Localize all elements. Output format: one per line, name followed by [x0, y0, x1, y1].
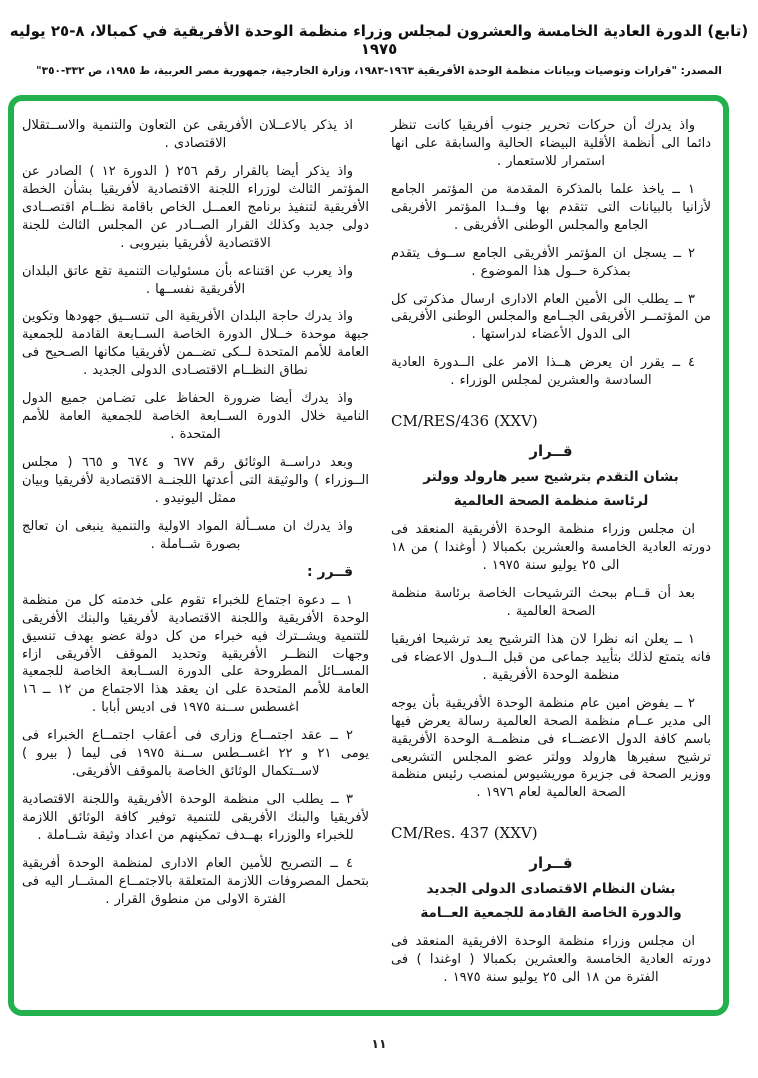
resolution-title: قــرار [529, 442, 573, 461]
document-header [0, 22, 758, 77]
decision-item: ٣ ــ يطلب الى منظمة الوحدة الأفريقية واللجنة الاقتصادية لأفريقيا والبنك الأفريقى للتنمية توفير كافة الوثائق اللازمة للخبراء والوزراء بهــدف تمكينهم من اعداد وثيقة شــاملة . [22, 792, 369, 843]
resolution-437-heading [391, 854, 711, 921]
paragraph: ان مجلس وزراء منظمة الوحدة الأفريقية المنعقد فى دورته العادية الخامسة والعشرين بكمبالا ( أوغندا ) من ١٨ الى ٢٥ يوليو سنة ١٩٧٥ . [391, 522, 711, 574]
paragraph: ٢ ــ يفوض امين عام منظمة الوحدة الأفريقية بأن يوجه الى مدير عــام منظمة الصحة العالمية رسالة يعرض فيها باسم كافة الدول الاعضــاء فى منظمــة الوحدة الأفريقية ترشيح سفيرها هارولد وولتر عضو المجلس التشريعى ووزير الصحة فى جزيرة موريشيوس لمنصب رئيس منظمة الصحة العالمية لعام ١٩٧٦ . [391, 695, 711, 801]
paragraph: اذ يذكر بالاعــلان الأفريقى عن التعاون والتنمية والاســتقلال الاقتصادى . [22, 118, 353, 151]
paragraph: واذ يذكر أيضا بالقرار رقم ٢٥٦ ( الدورة ١٢ ) الصادر عن المؤتمر الثالث لوزراء اللجنة الاقتصادية لأفريقيا بشأن الخطة الأفريقية لتنفيذ برنامج العمــل الخاص باقامة نظــام اقتصــادى دولى جديد وكذلك القرار الصــادر عن المجلس الثالث للجنة الاقتصادية لأفريقيا بنيروبى . [22, 163, 369, 251]
page-number: ١١ [371, 1036, 387, 1051]
paragraph: ٢ ــ يسجل ان المؤتمر الأفريقى الجامع ســوف يتقدم بمذكرة حــول هذا الموضوع . [391, 245, 695, 279]
paragraph: ٤ ــ يقرر ان يعرض هــذا الامر على الــدورة العادية السادسة والعشرين لمجلس الوزراء . [391, 355, 695, 389]
decision-item: ٢ ــ عقد اجتمــاع وزارى فى أعقاب اجتمــاع الخبراء فى يومى ٢١ و ٢٢ اغســطس ســنة ١٩٧٥ فى ليما ( بيرو ) لاســتكمال الوثائق الخاصة بالموقف الأفريقى. [22, 728, 369, 780]
resolution-subtitle: والدورة الخاصة القادمة للجمعية العــامة [420, 905, 682, 922]
column-right [391, 117, 711, 1000]
resolution-subtitle: لرئاسة منظمة الصحة العالمية [453, 493, 649, 510]
header-title: (تابع) الدورة العادية الخامسة والعشرون لمجلس وزراء منظمة الوحدة الأفريقية في كمبالا، ٨-٢٥ يوليه ١٩٧٥ [9, 22, 749, 58]
paragraph: واذ يدرك ان مســألة المواد الاولية والتنمية ينبغى ان تعالج بصورة شــاملة . [22, 518, 353, 552]
paragraph: وبعد دراســة الوثائق رقم ٦٧٧ و ٦٧٤ و ٦٦٥ ( مجلس الــوزراء ) والوثيقة التى أعدتها اللجنــة الاقتصادية لأفريقيا وبيان ممثل اليونيدو . [22, 455, 369, 506]
resolution-title: قــرار [529, 854, 573, 873]
decision-item: ١ ــ دعوة اجتماع للخبراء تقوم على خدمته كل من منظمة الوحدة الأفريقية واللجنة الاقتصادية لأفريقيا والبنك الأفريقى للتنمية ويشــترك فيه خبراء من كل دولة عضو بهدف تنسيق وجهات النظــر الأفريقية وتحديد الموقف الأفريقى ازاء المســائل المطروحة على الدورة الســابعة الخاصة للجمعية العامة للأمم المتحدة على ان يعقد هذا الاجتماع من ١٢ ــ ١٦ اغسطس ســنة ١٩٧٥ فى اديس أبابا . [22, 592, 369, 716]
resolution-436-heading [391, 442, 711, 509]
decision-item: ٤ ــ التصريح للأمين العام الادارى لمنظمة الوحدة أفريقية بتحمل المصروفات اللازمة المتعلقة بالاجتمــاع المشــار اليه فى الفترة الاولى من منطوق القرار . [22, 855, 369, 907]
paragraph: واذ يعرب عن اقتناعه بأن مسئوليات التنمية تقع عاتق البلدان الأفريقية نفســها . [22, 263, 353, 297]
column-left [22, 117, 369, 1000]
paragraph: واذ يدرك حاجة البلدان الأفريقية الى تنســيق جهودها وتكوين جبهة موحدة خــلال الدورة الخاصة الســابعة القادمة للجمعية العامة للأمم المتحدة لــكى تضــمن لأفريقيا مكانها الصـحيح فى نطاق النظــام الاقتصـادى الدولى الجديد . [22, 309, 369, 379]
header-source: المصدر: "قرارات وتوصيات وبيانات منظمة الوحدة الأفريقية ١٩٦٣-١٩٨٣، وزارة الخارجية، جمهورية مصر العربية، ط ١٩٨٥، ص ٣٣٢-٣٥٠" [36, 65, 722, 77]
paragraph: واذ يدرك أيضا ضرورة الحفاظ على تضـامن جميع الدول النامية خلال الدورة الســابعة الخاصة للجمعية العامة للأمم المتحدة . [22, 391, 369, 443]
paragraph: ٣ ــ يطلب الى الأمين العام الادارى ارسال مذكرتى كل من المؤتمــر الأفريقى الجــامع والمجلس الوطنى الأفريقى الى الدول الأعضاء لدراستها . [391, 291, 711, 343]
resolution-subtitle: بشان النظام الاقتصادى الدولى الجديد [426, 881, 676, 898]
paragraph: ١ ــ ياخذ علما بالمذكرة المقدمة من المؤتمر الجامع لأزانيا بالبيانات التى تتقدم بها وفــدا المؤتمر الأفريقى الجامع والمجلس الوطنى الأفريقى . [391, 181, 711, 233]
paragraph: ١ ــ يعلن انه نظرا لان هذا الترشيح يعد ترشيحا افريقيا فانه يتمتع لذلك بتأييد جماعى من قبل الــدول الاعضاء فى منظمة الوحدة الأفريقية . [391, 631, 711, 683]
resolution-437-label: CM/Res. 437 (XXV) [391, 824, 538, 843]
content-frame [8, 95, 729, 1016]
paragraph: ان مجلس وزراء منظمة الوحدة الافريقية المنعقد فى دورته العادية الخامسة والعشرين بكمبالا ( اوغندا ) فى الفترة من ١٨ الى ٢٥ يوليو سنة ١٩٧٥ . [391, 934, 711, 986]
paragraph: بعد أن قــام ببحث الترشيحات الخاصة برئاسة منظمة الصحة العالمية . [391, 586, 695, 619]
resolution-436-label: CM/RES/436 (XXV) [391, 412, 538, 431]
decision-heading: قــرر : [307, 563, 353, 580]
paragraph: واذ يدرك أن حركات تحرير جنوب أفريقيا كانت تنظر دائما الى أنظمة الأقلية البيضاء الحالية والسابقة على انها استمرار للاستعمار . [391, 118, 711, 169]
resolution-subtitle: بشان التقدم بترشيح سير هارولد وولتر [423, 469, 679, 486]
